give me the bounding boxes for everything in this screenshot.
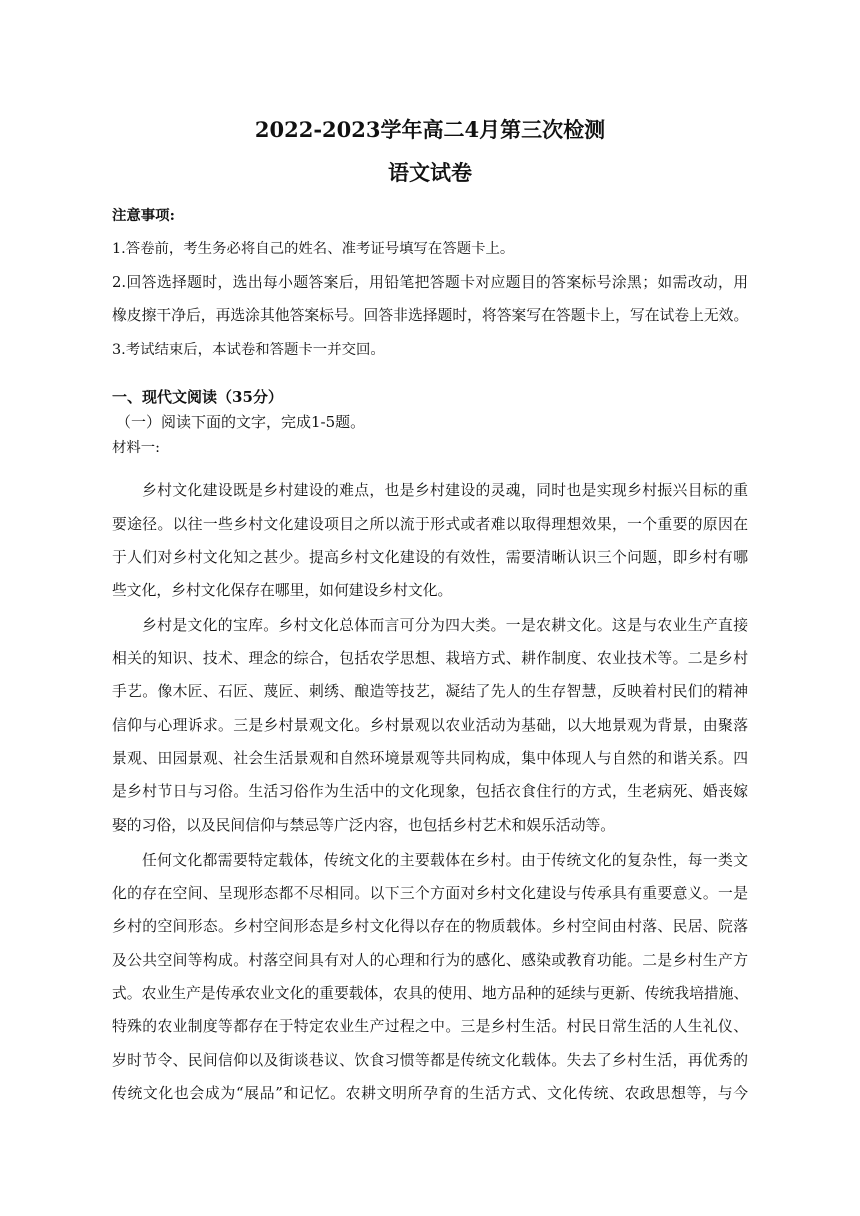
paragraph-line: 是乡村节日与习俗。生活习俗作为生活中的文化现象，包括衣食住行的方式，生老病死、婚丧嫁 <box>112 783 748 800</box>
paragraph-line: 手艺。像木匠、石匠、蔑匠、刺绣、酿造等技艺，凝结了先人的生存智慧，反映着村民们的精神 <box>112 683 748 700</box>
notice-line: 橡皮擦干净后，再选涂其他答案标号。回答非选择题时，将答案写在答题卡上，写在试卷上无效。 <box>112 307 749 324</box>
paragraph-line: 相关的知识、技术、理念的综合，包括农学思想、栽培方式、耕作制度、农业技术等。二是乡村 <box>112 650 748 667</box>
paragraph-line: 及公共空间等构成。村落空间具有对人的心理和行为的感化、感染或教育功能。二是乡村生产方 <box>112 952 748 969</box>
paragraph-line: 任何文化都需要特定载体，传统文化的主要载体在乡村。由于传统文化的复杂性，每一类文 <box>142 852 748 869</box>
notice-line: 1.答卷前，考生务必将自己的姓名、准考证号填写在答题卡上。 <box>112 241 515 257</box>
section-heading: 一、现代文阅读（35分） <box>112 388 283 406</box>
paragraph-line: 于人们对乡村文化知之甚少。提高乡村文化建设的有效性，需要清晰认识三个问题，即乡村有哪 <box>112 549 748 566</box>
notice-line: 3.考试结束后，本试卷和答题卡一并交回。 <box>112 342 385 358</box>
paragraph-line: 岁时节令、民间信仰以及街谈巷议、饮食习惯等都是传统文化载体。失去了乡村生活，再优秀的 <box>112 1052 748 1069</box>
paragraph-line: 些文化，乡村文化保存在哪里，如何建设乡村文化。 <box>112 582 453 599</box>
paragraph-line: 要途径。以往一些乡村文化建设项目之所以流于形式或者难以取得理想效果，一个重要的原因在 <box>112 516 748 533</box>
paragraph-line: 乡村是文化的宝库。乡村文化总体而言可分为四大类。一是农耕文化。这是与农业生产直接 <box>142 617 748 634</box>
paragraph-line: 娶的习俗，以及民间信仰与禁忌等广泛内容，也包括乡村艺术和娱乐活动等。 <box>112 817 616 834</box>
section-subheading: （一）阅读下面的文字，完成1-5题。 <box>116 413 366 431</box>
paragraph-line: 信仰与心理诉求。三是乡村景观文化。乡村景观以农业活动为基础，以大地景观为背景，由聚落 <box>112 717 748 734</box>
notice-heading: 注意事项: <box>112 207 175 224</box>
paragraph-line: 传统文化也会成为“展品”和记忆。农耕文明所孕育的生活方式、文化传统、农政思想等，与今 <box>112 1085 748 1102</box>
paragraph-line: 化的存在空间、呈现形态都不尽相同。以下三个方面对乡村文化建设与传承具有重要意义。一是 <box>112 885 748 902</box>
paragraph-line: 特殊的农业制度等都存在于特定农业生产过程之中。三是乡村生活。村民日常生活的人生礼仪、 <box>112 1018 748 1035</box>
paragraph-line: 式。农业生产是传承农业文化的重要载体，农具的使用、地方品种的延续与更新、传统我培措施、 <box>112 985 749 1002</box>
material-label: 材料一: <box>112 440 161 456</box>
exam-subtitle: 语文试卷 <box>388 160 472 185</box>
paragraph-line: 景观、田园景观、社会生活景观和自然环境景观等共同构成，集中体现人与自然的和谐关系。四 <box>112 750 748 767</box>
exam-title: 2022-2023学年高二4月第三次检测 <box>254 117 606 142</box>
notice-line: 2.回答选择题时，选出每小题答案后，用铅笔把答题卡对应题目的答案标号涂黑；如需改动，用 <box>112 274 748 291</box>
paragraph-line: 乡村的空间形态。乡村空间形态是乡村文化得以存在的物质载体。乡村空间由村落、民居、院落 <box>112 918 748 935</box>
paragraph-line: 乡村文化建设既是乡村建设的难点，也是乡村建设的灵魂，同时也是实现乡村振兴目标的重 <box>142 482 748 499</box>
